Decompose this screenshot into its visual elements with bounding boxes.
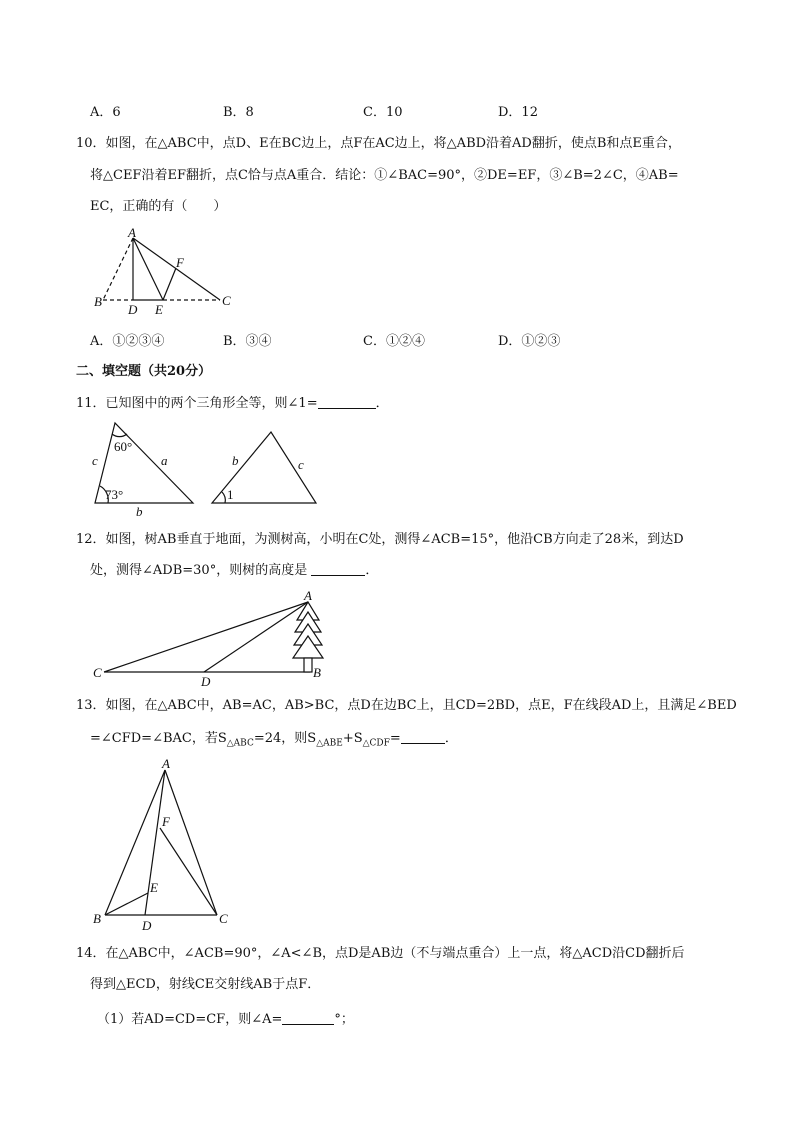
q13-label-f: F [162,814,170,829]
q9-option-d: D．12 [498,105,538,120]
q10-option-c: C．①②④ [363,334,425,349]
q13-eq-mid: =24，则S [253,731,317,746]
q11-fig1-label-a: a [161,453,168,468]
q10-label-e: E [155,302,163,317]
q13-sub-cdf: △CDF [362,738,390,749]
q11-fig2-label-c: c [298,457,304,472]
q10-label-c: C [222,293,231,308]
q13-eq-start: =∠CFD=∠BAC，若S [90,731,227,746]
q14-sub-1-answer-blank[interactable] [282,1010,334,1025]
q12-label-a: A [304,588,312,603]
q12-line-1: 12．如图，树AB垂直于地面，为测树高，小明在C处，测得∠ACB=15°，他沿CB方向走了28米，到达D [76,532,684,547]
q12-stem: 处，测得∠ADB=30°，则树的高度是 [90,563,308,578]
q13-sub-abe: △ABE [316,738,343,749]
q10-line-3: EC，正确的有（ ） [90,199,227,214]
q14-line-1: 14．在△ABC中，∠ACB=90°，∠A<∠B，点D是AB边（不与端点重合）上一点，将△ACD沿CD翻折后 [76,946,685,961]
q10-label-b: B [94,294,102,309]
q10-line-2: 将△CEF沿着EF翻折，点C恰与点A重合．结论：①∠BAC=90°，②DE=EF，③∠B=2∠C，④AB= [90,168,679,183]
q10-label-d: D [128,302,138,317]
q12-label-b: B [313,665,321,680]
q11-fig2-angle-1: 1 [227,487,234,502]
section-2-title: 二、填空题（共20分） [76,364,212,379]
q11-end: ． [375,396,389,411]
q10-option-a: A．①②③④ [90,334,165,349]
q13-label-c: C [219,911,228,926]
q12-label-c: C [93,665,102,680]
q13-line-1: 13．如图，在△ABC中，AB=AC，AB>BC，点D在边BC上，且CD=2BD，点E，F在线段AD上，且满足∠BED [76,698,737,713]
q14-sub-1 [97,1010,354,1030]
q13-segment-ac [165,770,217,915]
q11-fig1-angle-60: 60° [114,439,133,454]
q14-line-2: 得到△ECD，射线CE交射线AB于点F． [90,977,321,992]
q13-eq-plus: +S [342,731,363,746]
q11-stem: 11．已知图中的两个三角形全等，则∠1= [76,396,318,411]
q13-label-b: B [93,911,101,926]
q14-sub-1-end: °； [334,1012,354,1027]
q13-end: ． [444,731,458,746]
q11-fig1-angle-73: 73° [105,487,124,502]
q12-label-d: D [201,674,211,689]
q14-sub-1-stem: （1）若AD=CD=CF，则∠A= [97,1012,283,1027]
q9-option-c: C．10 [363,105,403,120]
q13-label-e: E [150,880,158,895]
q10-label-a: A [128,225,136,240]
q13-sub-abc: △ABC [226,738,254,749]
q9-option-b: B．8 [223,105,254,120]
q10-option-b: B．③④ [223,334,272,349]
q10-line-1: 10．如图，在△ABC中，点D、E在BC边上，点F在AC边上，将△ABD沿着AD翻折，使点B和点E重合， [76,136,681,151]
q13-segment-be [105,893,148,915]
q11-fig1-label-b: b [136,504,143,519]
q13-segment-cf [160,828,217,915]
q13-label-a: A [162,756,170,771]
q13-label-d: D [142,918,152,933]
q10-label-f: F [176,255,184,270]
q10-option-d: D．①②③ [498,334,561,349]
q12-end: ． [365,563,379,578]
q11-fig1-label-c: c [92,453,98,468]
q11-fig2-label-b: b [232,453,239,468]
q13-eq-end: = [389,731,401,746]
q9-option-a: A．6 [90,105,121,120]
